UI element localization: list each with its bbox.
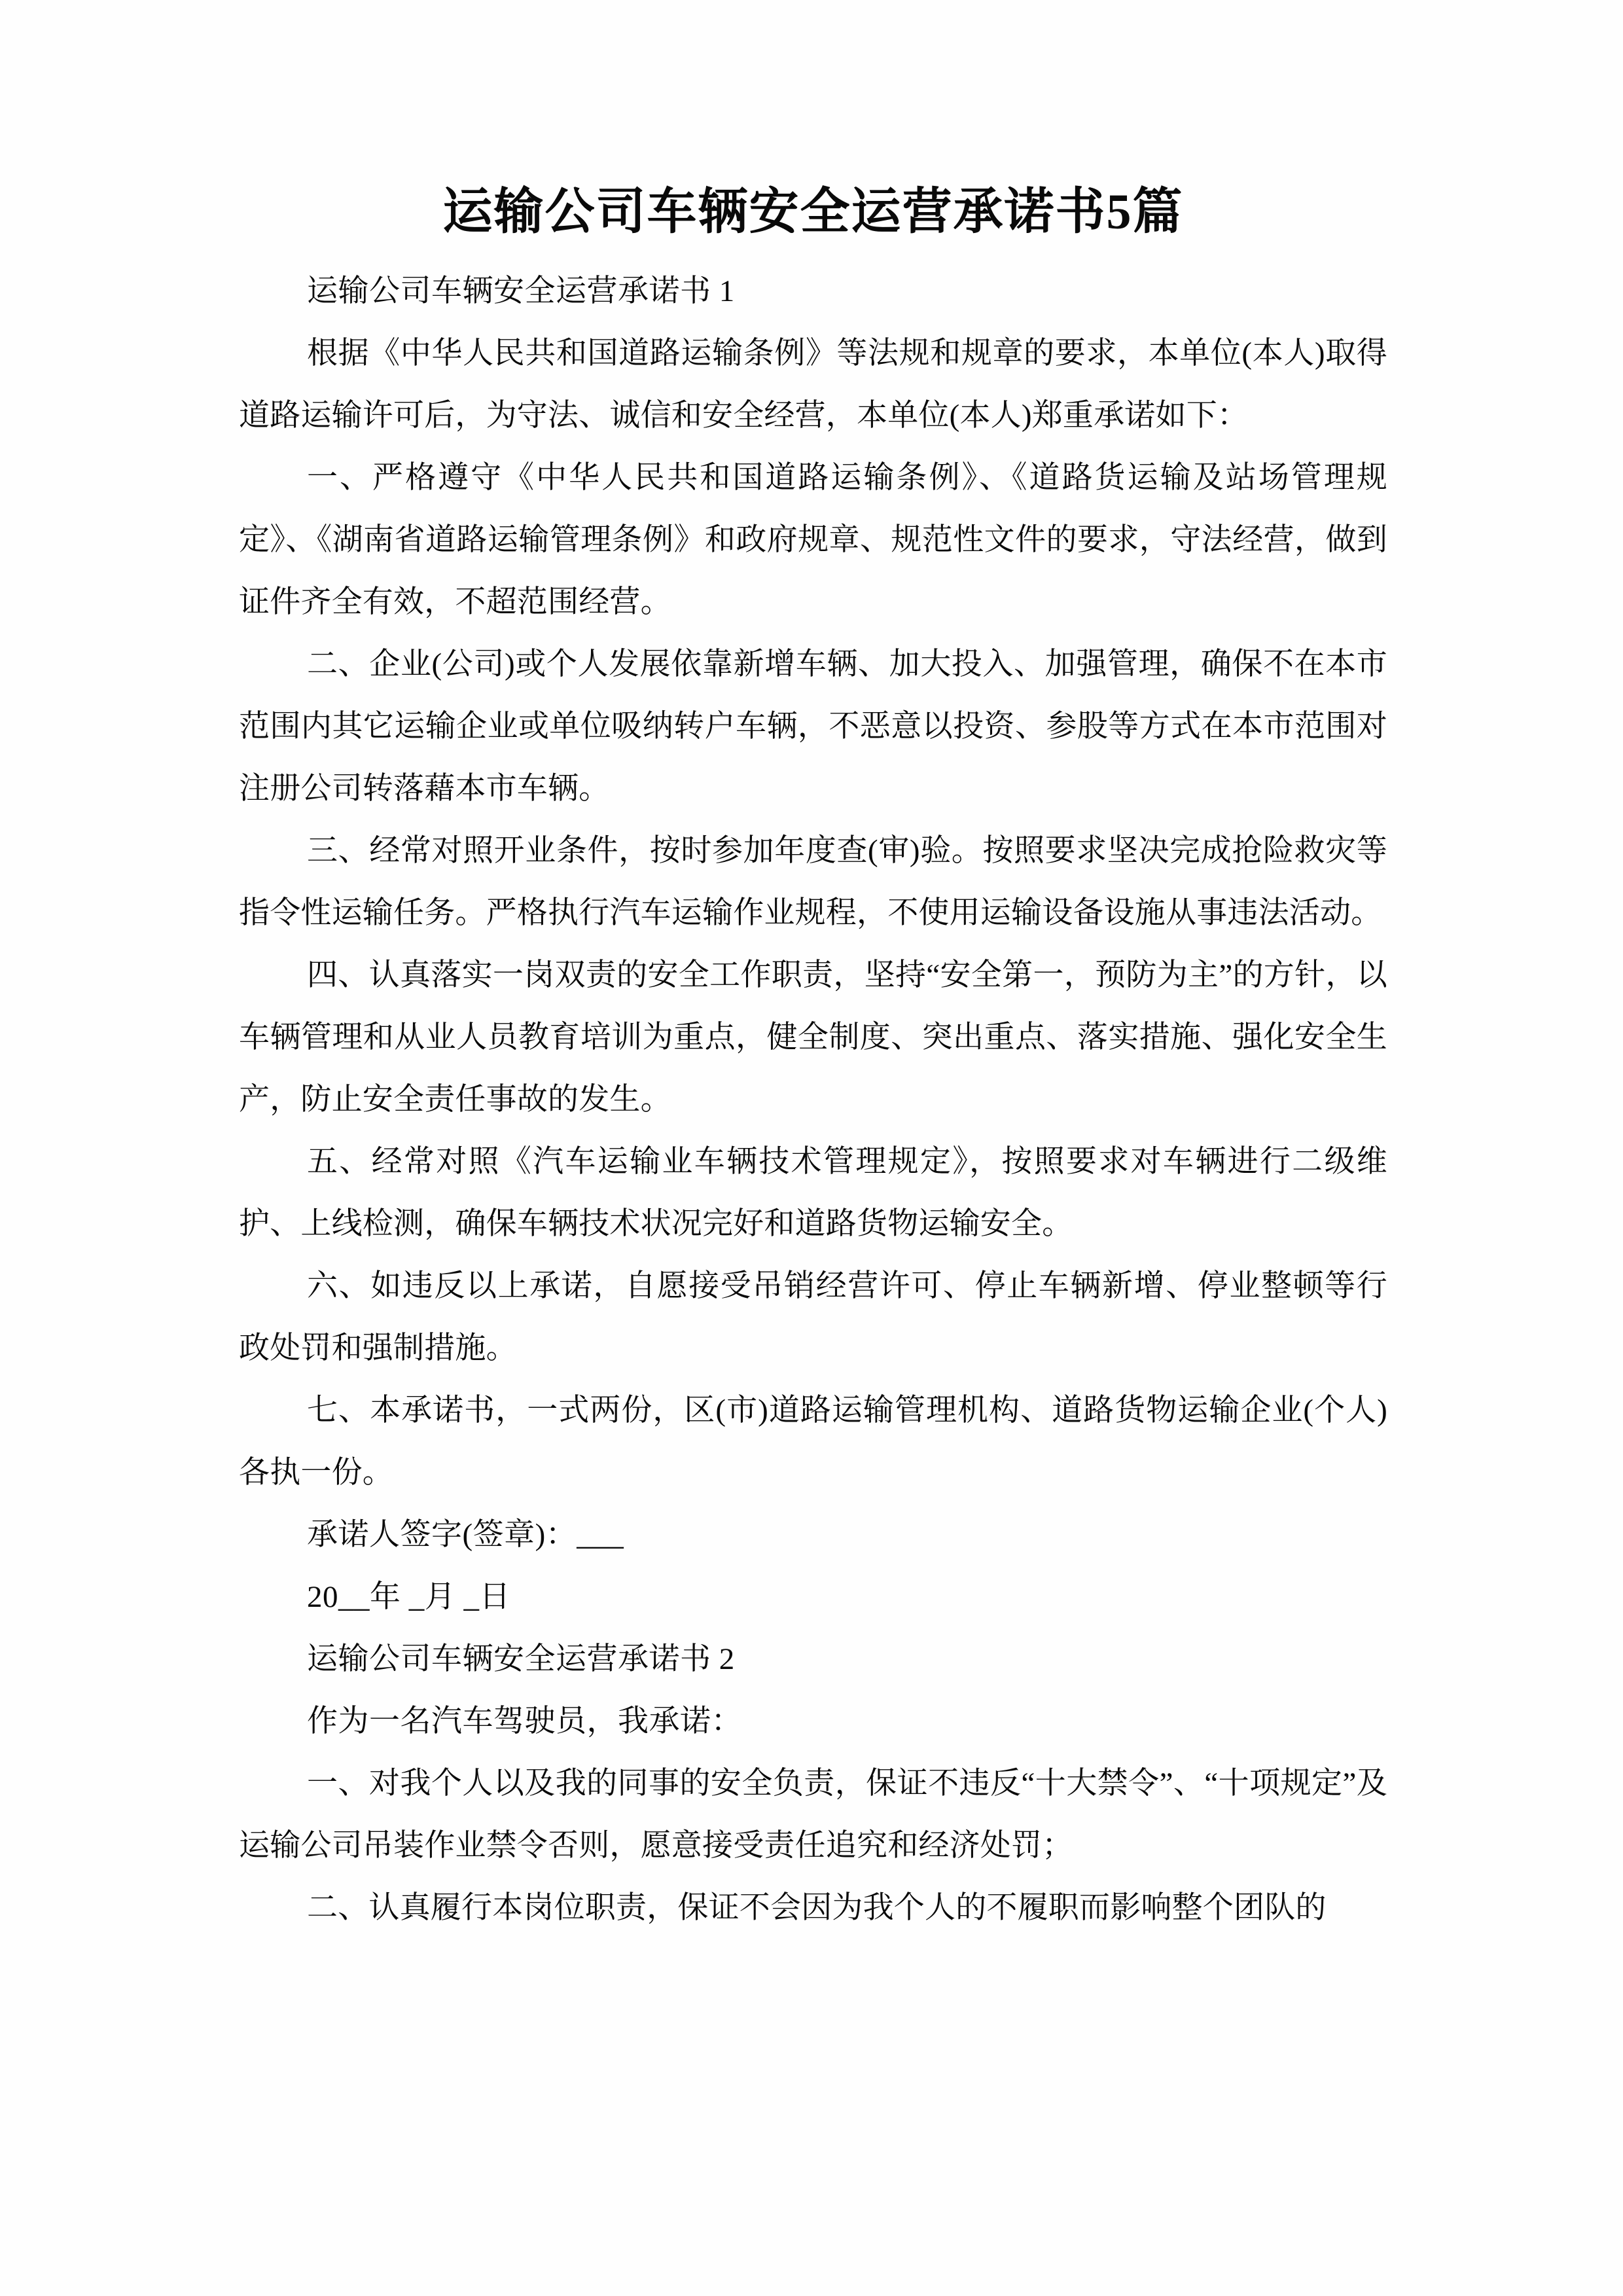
- paragraph-2-2: 二、认真履行本岗位职责，保证不会因为我个人的不履职而影响整个团队的: [307, 1890, 1327, 1925]
- paragraph-1-6: 六、如违反以上承诺，自愿接受吊销经营许可、停止车辆新增、停业整顿等行政处罚和强制措施。: [239, 1268, 1387, 1365]
- paragraph-1-2: 二、企业(公司)或个人发展依靠新增车辆、加大投入、加强管理，确保不在本市范围内其它运输企业或单位吸纳转户车辆，不恶意以投资、参股等方式在本市范围对注册公司转落藉本市车辆。: [239, 647, 1387, 806]
- section-heading-2: 运输公司车辆安全运营承诺书 2: [307, 1641, 735, 1676]
- paragraph-1-3: 三、经常对照开业条件，按时参加年度查(审)验。按照要求坚决完成抢险救灾等指令性运输任务。严格执行汽车运输作业规程，不使用运输设备设施从事违法活动。: [239, 833, 1387, 930]
- paragraph-1-5: 五、经常对照《汽车运输业车辆技术管理规定》，按照要求对车辆进行二级维护、上线检测，确保车辆技术状况完好和道路货物运输安全。: [239, 1144, 1387, 1241]
- signature-line: 承诺人签字(签章)：___: [307, 1517, 624, 1552]
- page-title: 运输公司车辆安全运营承诺书5篇: [442, 185, 1184, 240]
- section-heading-1: 运输公司车辆安全运营承诺书 1: [307, 274, 735, 308]
- paragraph-1-0: 根据《中华人民共和国道路运输条例》等法规和规章的要求，本单位(本人)取得道路运输许可后，为守法、诚信和安全经营，本单位(本人)郑重承诺如下：: [239, 336, 1387, 433]
- paragraph-2-0: 作为一名汽车驾驶员，我承诺：: [307, 1704, 742, 1738]
- paragraph-2-1: 一、对我个人以及我的同事的安全负责，保证不违反“十大禁令”、“十项规定”及运输公司吊装作业禁令否则，愿意接受责任追究和经济处罚；: [239, 1766, 1387, 1863]
- paragraph-1-7: 七、本承诺书，一式两份，区(市)道路运输管理机构、道路货物运输企业(个人)各执一份。: [239, 1393, 1387, 1490]
- paragraph-1-1: 一、严格遵守《中华人民共和国道路运输条例》、《道路货运输及站场管理规定》、《湖南省道路运输管理条例》和政府规章、规范性文件的要求，守法经营，做到证件齐全有效，不超范围经营。: [239, 460, 1387, 619]
- document-content: [239, 183, 1387, 1939]
- date-line: 20__年 _月 _日: [307, 1579, 510, 1614]
- paragraph-1-4: 四、认真落实一岗双责的安全工作职责，坚持“安全第一，预防为主”的方针，以车辆管理和从业人员教育培训为重点，健全制度、突出重点、落实措施、强化安全生产，防止安全责任事故的发生。: [239, 958, 1387, 1117]
